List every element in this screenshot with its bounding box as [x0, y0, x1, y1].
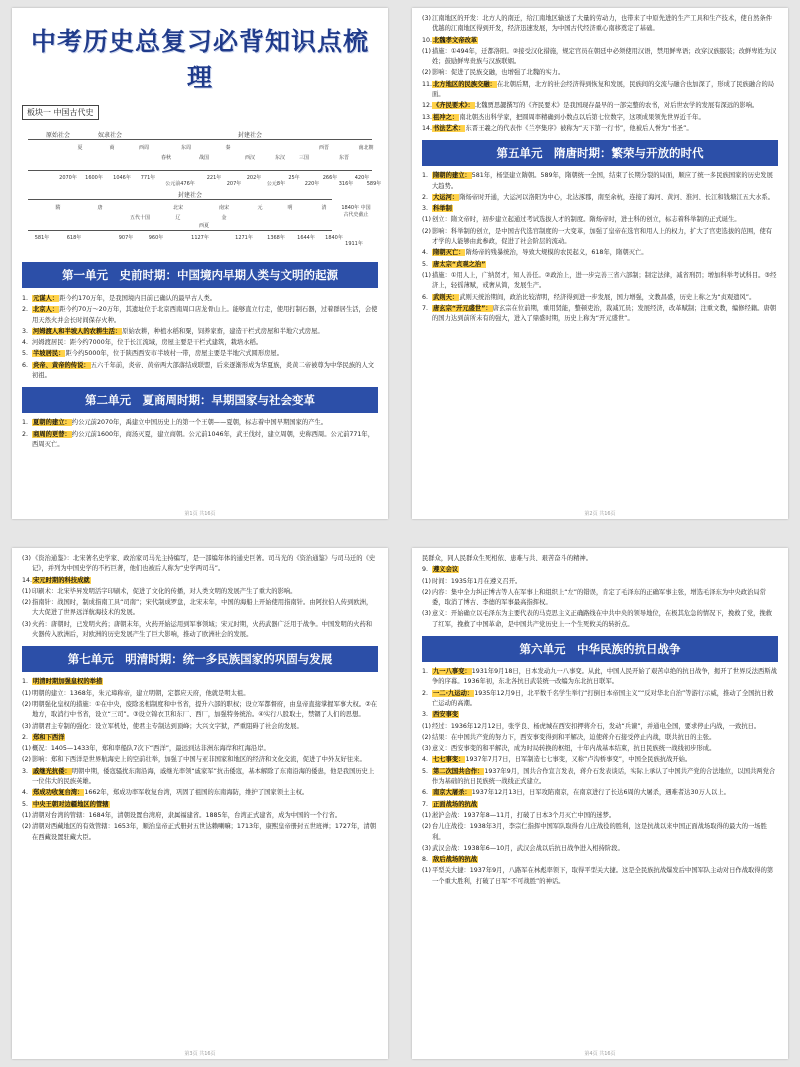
dynasty-label: 东晋: [338, 155, 350, 161]
item-number: 3.: [422, 711, 429, 719]
dynasty-label: 明: [287, 205, 293, 211]
list-item: [422, 215, 778, 225]
item-text: 清朝君主专制的强化：设立军机处，使君主专制达到顶峰；大兴文字狱，严重阻碍了社会的发展。: [32, 722, 303, 730]
item-text: 明朝强化皇权的措施：①在中央，废除丞相制度和中书省，提升六部的职权；设立军都督府，由皇帝直接掌握军事大权。②在地方，取消行中书省，设立“三司”。③设立锦衣卫和东厂、西厂，加强特务统治。④实行八股取士，禁锢了人们的思想。: [32, 700, 378, 719]
dynasty-label: 辽: [175, 215, 181, 221]
list-item: [422, 204, 778, 214]
list-item: [22, 722, 378, 732]
timeline-bottom: [28, 190, 372, 250]
year-label: 1127年: [191, 235, 209, 241]
item-number: 14.: [422, 124, 433, 132]
list-item: [22, 327, 378, 337]
era-label: 封建社会: [238, 132, 263, 139]
list-item: [22, 677, 378, 687]
list-item: [422, 554, 778, 564]
item-keyword: 河姆渡人和半坡人的农耕生活：: [33, 327, 122, 335]
item-text: 1662年，郑成功率军收复台湾，巩固了祖国的东南海防，维护了国家领土主权。: [84, 789, 309, 797]
year-label: 1840年: [325, 235, 343, 241]
dynasty-label: 秦: [225, 145, 231, 151]
list-item: [422, 271, 778, 292]
item-text: 意义：西安事变的和平解决，成为时局转换的枢纽，十年内战基本结束，抗日民族统一战线初步形成。: [432, 745, 716, 753]
list-item: [22, 788, 378, 798]
item-text: 河姆渡居民：距今约7000年，位于长江流域，房屋主要是干栏式建筑，栽培水稻。: [32, 339, 263, 347]
year-label: 1046年: [113, 175, 131, 181]
item-text: 1931年9月18日，日本发动九一八事变。从此，中国人民开始了艰苦卓绝的抗日战争，揭开了世界反法西斯战争的序幕。1936年初，东北各抗日武装统一改编为东北抗日联军。: [432, 668, 777, 686]
list-item: [22, 689, 378, 699]
item-keyword: 元谋人：: [33, 295, 59, 302]
item-keyword: 一二·九运动：: [433, 689, 474, 697]
list-item: [22, 822, 378, 843]
item-keyword: 郑成功收复台湾：: [33, 789, 84, 797]
dynasty-label: 唐: [97, 205, 103, 211]
list-item: [422, 577, 778, 587]
page-4-top-list: [422, 554, 778, 630]
unit-7-list: [22, 677, 378, 842]
item-text: 影响：郑和下西洋是世界航海史上的空前壮举，加强了中国与亚非国家和地区的经济和文化交流，促进了中外友好往来。: [32, 756, 366, 764]
item-number: 8.: [422, 856, 429, 864]
item-number: 4.: [22, 789, 29, 797]
list-item: [22, 294, 378, 304]
list-item: [422, 68, 778, 78]
item-keyword: 明清时期加强皇权的举措: [33, 678, 103, 686]
item-keyword: 敌后战场的抗战: [433, 856, 478, 864]
item-number: 2.: [22, 306, 29, 314]
list-item: [422, 866, 778, 887]
item-number: (1): [422, 577, 431, 585]
item-text: 民群众，同人民群众生死相依、患难与共、艰苦奋斗的精神。: [422, 555, 593, 562]
item-text: 影响：促进了民族交融，也增强了北魏的实力。: [432, 69, 565, 77]
list-item: [422, 101, 778, 111]
list-item: [22, 338, 378, 348]
item-number: (3): [422, 844, 431, 852]
list-item: [22, 305, 378, 326]
list-item: [22, 349, 378, 359]
list-item: [422, 260, 778, 270]
item-keyword: 书法艺术：: [433, 124, 465, 132]
item-keyword: 南京大屠杀：: [433, 789, 471, 797]
item-text: 概况：1405—1433年，郑和率船队7次下“西洋”，最远到达非洲东海岸和红海沿岸。: [32, 745, 270, 753]
item-number: 3.: [22, 767, 29, 775]
item-keyword: 《齐民要术》：: [433, 102, 474, 110]
year-label: 202年: [246, 175, 262, 181]
unit-6-list: [422, 667, 778, 887]
list-item: [22, 587, 378, 597]
dynasty-label: 西晋: [318, 145, 330, 151]
item-text: 明朝的建立：1368年，朱元璋称帝，建立明朝，定都应天府，他就是明太祖。: [32, 689, 250, 697]
item-text: 581年，杨坚建立隋朝。589年，隋朝统一全国，结束了长期分裂的局面，顺应了统一多民族国家的历史发展大趋势。: [432, 172, 773, 190]
item-text: 1937年9月，国共合作宣言发表，蒋介石发表谈话，实际上承认了中国共产党的合法地位，以国共两党合作为基础的抗日民族统一战线正式建立。: [432, 767, 776, 786]
item-number: (3): [422, 610, 431, 618]
item-number: 6.: [422, 293, 429, 301]
item-text: 距今约5000年，位于陕西西安市半坡村一带，房屋主要是半地穴式圆形房屋。: [65, 350, 284, 358]
item-number: (2): [422, 69, 431, 77]
item-keyword: 西安事变: [433, 711, 459, 719]
dynasty-label: 三国: [298, 155, 310, 161]
item-number: (3): [422, 15, 431, 22]
item-number: 13.: [422, 113, 433, 121]
item-number: 6.: [422, 789, 429, 797]
page-4: [412, 548, 788, 1059]
list-item: [422, 667, 778, 688]
year-label: 1600年: [85, 175, 103, 181]
item-keyword: 武则天：: [433, 293, 459, 301]
list-item: [22, 733, 378, 743]
item-keyword: 科举制: [433, 205, 452, 213]
year-label: 581年: [34, 235, 50, 241]
year-label: 589年: [366, 181, 382, 187]
item-number: 6.: [22, 361, 29, 369]
item-number: 7.: [422, 304, 429, 312]
item-number: 2.: [422, 193, 429, 201]
item-number: (2): [422, 823, 431, 831]
item-number: 3.: [22, 327, 29, 335]
item-number: (1): [22, 587, 31, 595]
item-number: (2): [422, 588, 431, 596]
item-keyword: 戚继光抗倭：: [33, 767, 71, 775]
year-label: 771年: [140, 175, 156, 181]
unit-1-list: [22, 294, 378, 381]
dynasty-label: 元: [257, 205, 263, 211]
list-item: [422, 248, 778, 258]
item-text: 隋炀帝的残暴统治，导致大规模的农民起义，618年，隋朝灭亡。: [465, 249, 648, 257]
list-item: [22, 361, 378, 382]
era-label: 封建社会: [178, 192, 203, 199]
item-text: 1937年7月7日，日军制造七七事变，又称“卢沟桥事变”，中国全民族抗战开始。: [465, 756, 692, 764]
year-label: 907年: [118, 235, 134, 241]
item-number: 14.: [22, 576, 33, 584]
year-label: 316年: [338, 181, 354, 187]
item-keyword: 唐太宗“贞观之治”: [433, 260, 486, 268]
list-item: [422, 171, 778, 192]
item-text: 武则天统治期间，政治比较清明，经济得到进一步发展，国力增强，文教昌盛，历史上称之为“贞观遗风”。: [459, 293, 756, 301]
year-label: 25年: [288, 175, 300, 181]
list-item: [422, 689, 778, 710]
item-keyword: 半坡居民：: [33, 350, 65, 358]
list-item: [22, 598, 378, 619]
list-item: [22, 767, 378, 788]
timeline-top: [28, 130, 382, 187]
page-2: [412, 8, 788, 519]
item-number: 10.: [422, 36, 433, 44]
dynasty-label: 西夏: [198, 223, 210, 229]
item-text: 内容：集中全力纠正博古等人在军事上和组织上“左”的错误，肯定了毛泽东的正确军事主张，增选毛泽东为中央政治局常委，取消了博古、李德的军事最高指挥权。: [432, 588, 766, 607]
item-text: 时间：1935年1月在遵义召开。: [432, 577, 522, 585]
page-footer: 第4页 共16页: [584, 1051, 616, 1057]
item-text: 台儿庄战役：1938年3月，李宗仁指挥中国军队取得台儿庄战役的胜利，这是抗战以来中国正面战场取得的最大的一场胜利。: [432, 823, 767, 841]
item-number: 1.: [22, 295, 29, 302]
item-keyword: 郑和下西洋: [33, 733, 65, 741]
item-text: 五六千年前，炎帝、黄帝两大部落结成联盟，后来逐渐形成为华夏族，炎黄二帝被尊为中华民族的人文初祖。: [32, 361, 375, 380]
item-keyword: 北方地区的民族交融：: [433, 80, 496, 88]
list-item: [422, 733, 778, 743]
year-label: 420年: [354, 175, 370, 181]
era-label: 奴隶社会: [98, 132, 123, 139]
item-keyword: 中央王朝对边疆地区的管辖: [33, 800, 109, 808]
year-label: 1271年: [235, 235, 253, 241]
item-keyword: 炎帝、黄帝的传说：: [33, 361, 90, 369]
item-text: 唐玄宗在位前期，重用贤能，整顿吏治，裁减冗员；发展经济，改革赋制；注重文教，编修经籍。唐朝的国力达到前所未有的强大，进入了鼎盛时期，历史上称为“开元盛世”。: [432, 304, 777, 323]
item-number: (1): [422, 811, 431, 819]
item-number: (3): [22, 620, 31, 628]
item-number: (2): [22, 756, 31, 764]
item-number: (1): [22, 689, 31, 697]
item-text: 火药：唐朝时，已发明火药；唐朝末年，火药开始运用到军事领域；宋元时期，火药武器广泛用于战争。中国发明的火药和火器传入欧洲后，对欧洲的历史发展产生了巨大影响，推动了欧洲社会的发展。: [32, 620, 373, 639]
list-item: [422, 113, 778, 123]
year-label: 266年: [322, 175, 338, 181]
year-label: 1368年: [267, 235, 285, 241]
year-label: 960年: [148, 235, 164, 241]
item-text: 明朝中期，倭寇骚扰东南沿海，戚继光率领“戚家军”抗击倭寇，基本解除了东南沿海的倭患，他是我国历史上一位伟大的民族英雄。: [32, 767, 375, 786]
list-item: [22, 744, 378, 754]
item-number: 1.: [422, 172, 429, 180]
item-number: 11.: [422, 80, 433, 88]
item-keyword: 大运河：: [433, 193, 459, 201]
page-footer: 第1页 共16页: [184, 511, 216, 517]
list-item: [22, 620, 378, 641]
list-item: [422, 855, 778, 865]
list-item: [22, 430, 378, 451]
item-number: 5.: [422, 767, 429, 775]
item-number: 1.: [22, 419, 29, 427]
list-item: [422, 36, 778, 46]
item-number: 9.: [422, 566, 429, 574]
item-keyword: 七七事变：: [433, 756, 465, 764]
list-item: [422, 124, 778, 134]
list-item: [422, 811, 778, 821]
item-text: 《资治通鉴》：北宋著名史学家、政治家司马光主持编写，是一部编年体的通史巨著。司马光的《资治通鉴》与司马迁的《史记》，并列为中国史学的不朽巨著，他们也被后人称为“史学两司马”。: [32, 555, 376, 573]
item-number: (3): [422, 745, 431, 753]
item-text: 清朝对台湾的管辖：1684年，清朝设置台湾府，隶属福建省。1885年，台湾正式建省，成为中国的一个行省。: [32, 811, 342, 819]
item-number: 12.: [422, 102, 433, 110]
page-3-top-list: [22, 554, 378, 640]
item-number: 2.: [22, 733, 29, 741]
item-number: (2): [22, 599, 31, 607]
item-number: (3): [22, 555, 31, 562]
page-3: [12, 548, 388, 1059]
item-text: 距今约70万～20万年，其遗址位于北京西南周口店龙骨山上。能够直立行走，使用打制石器，过着群居生活，会使用天然火并会长时间保存火种。: [32, 306, 378, 324]
item-number: (1): [22, 745, 31, 753]
item-keyword: 宋元时期的科技成就: [33, 576, 90, 584]
dynasty-label: 隋: [55, 205, 61, 211]
item-number: (1): [422, 271, 431, 279]
item-number: (2): [422, 227, 431, 235]
list-item: [422, 193, 778, 203]
item-number: 5.: [22, 350, 29, 358]
item-number: (1): [422, 47, 431, 55]
item-number: (1): [422, 216, 431, 224]
item-text: 影响：科举制的创立，是中国古代选官制度的一大变革，加强了皇帝在选官和用人上的权力，扩大了官吏选拔的范围，使有才学的人能够由此参政，促进了社会阶层的流动。: [432, 227, 773, 246]
item-number: 5.: [422, 260, 429, 268]
module-label: 板块一 中国古代史: [22, 105, 99, 120]
item-keyword: 第二次国共合作：: [433, 767, 484, 775]
item-keyword: 正面战场的抗战: [433, 800, 478, 808]
item-text: 江南地区的开发：北方人的南迁，给江南地区输送了大量的劳动力，也带来了中原先进的生产工具和生产技术，使自然条件优越的江南地区得到开发，经济迅速发展，为中国古代经济重心南移奠定了基础。: [432, 15, 773, 33]
item-text: 措施：①494年，迁都洛阳。②接受汉化措施，规定官员在朝廷中必须使用汉语，禁用鲜卑语；改穿汉族服装；改鲜卑姓为汉姓；鼓励鲜卑贵族与汉族联姻。: [432, 47, 777, 66]
year-label: 221年: [206, 175, 222, 181]
year-label: 618年: [66, 235, 82, 241]
item-keyword: 祖冲之：: [433, 113, 459, 121]
item-text: 淞沪会战：1937年8—11月，打破了日本3个月灭亡中国的迷梦。: [432, 811, 616, 819]
dynasty-label: 南北朝: [358, 145, 374, 151]
item-number: (1): [422, 867, 431, 875]
list-item: [422, 609, 778, 630]
year-label: 1911年: [345, 241, 363, 247]
list-item: [422, 722, 778, 732]
dynasty-label: 五代十国: [129, 215, 151, 221]
page-footer: 第3页 共16页: [184, 1051, 216, 1057]
year-label: 207年: [226, 181, 242, 187]
year-label: 2070年: [59, 175, 77, 181]
item-number: 1.: [422, 668, 429, 676]
dynasty-label: 商: [109, 145, 115, 151]
item-text: 约公元前1600年，商汤灭夏，建立商朝。公元前1046年，武王伐纣，建立周朝，史称西周。公元前771年，西周灭亡。: [32, 430, 375, 448]
item-text: 清朝对西藏地区的有效管辖：1653年，顺治皇帝正式册封五世达赖喇嘛；1713年，康熙皇帝册封五世班禅；1727年，清朝在西藏设置驻藏大臣。: [32, 823, 377, 841]
item-keyword: 遵义会议: [433, 566, 459, 574]
dynasty-label: 清: [321, 205, 327, 211]
item-keyword: 商周的更替：: [33, 430, 71, 438]
list-item: [422, 788, 778, 798]
page-2-top-list: [422, 14, 778, 134]
item-text: 意义：开始确立以毛泽东为主要代表的马克思主义正确路线在中共中央的领导地位，在极其危急的情况下，挽救了党，挽救了红军，挽救了中国革命，是中国共产党历史上一个生死攸关的转折点。: [432, 610, 773, 628]
list-item: [22, 418, 378, 428]
list-item: [22, 800, 378, 810]
list-item: [422, 80, 778, 101]
item-number: (1): [422, 722, 431, 730]
item-keyword: 北魏孝文帝改革: [433, 36, 478, 44]
item-text: 指南针：战国时，制成指南工具“司南”；宋代制成罗盘，北宋末年，中国的海船上开始使用指南针。由阿拉伯人传到欧洲，大大促进了世界远洋航海技术的发展。: [32, 599, 373, 617]
dynasty-label: 西汉: [244, 155, 256, 161]
dynasty-label: 夏: [77, 145, 83, 151]
item-text: 北魏贾思勰撰写的《齐民要术》是我国现存最早的一部完整的农书，对后世农学的发展有深远的影响。: [474, 102, 759, 110]
unit-2-list: [22, 418, 378, 450]
era-label: 原始社会: [46, 132, 71, 139]
item-text: 武汉会战：1938年6—10月，武汉会战以后抗日战争进入相持阶段。: [432, 844, 624, 852]
unit-2-title: 第二单元 夏商周时期：早期国家与社会变革: [22, 387, 378, 413]
timeline-note: 1840年 中国古代史截止: [341, 205, 371, 218]
list-item: [422, 588, 778, 609]
item-text: 隋炀帝时开通，大运河以洛阳为中心，北达涿郡，南至余杭，连接了海河、黄河、淮河、长江和钱塘江五大水系。: [459, 193, 775, 201]
unit-1-title: 第一单元 史前时期：中国境内早期人类与文明的起源: [22, 262, 378, 288]
list-item: [422, 844, 778, 854]
item-text: 经过：1936年12月12日，张学良、杨虎城在西安扣押蒋介石，发动“兵谏”，并通电全国，要求停止内战，一致抗日。: [432, 722, 761, 730]
list-item: [422, 744, 778, 754]
dynasty-label: 西周: [138, 145, 150, 151]
item-text: 约公元前2070年，禹建立中国历史上的第一个王朝——夏朝，标志着中国早期国家的产生。: [71, 419, 328, 427]
item-number: 7.: [422, 800, 429, 808]
list-item: [22, 755, 378, 765]
year-label: 220年: [304, 181, 320, 187]
unit-7-title: 第七单元 明清时期：统一多民族国家的巩固与发展: [22, 646, 378, 672]
list-item: [422, 227, 778, 248]
list-item: [422, 293, 778, 303]
list-item: [422, 565, 778, 575]
item-number: 2.: [22, 430, 29, 438]
item-text: 措施：①用人上，广纳贤才，知人善任。②政治上，进一步完善三省六部制；制定法律，减省刑罚；增加科举考试科目。③经济上，轻徭薄赋，戒奢从简，发展生产。: [432, 271, 777, 290]
item-text: 印刷术：北宋毕昇发明活字印刷术，促进了文化的传播，对人类文明的发展产生了重大的影响。: [32, 587, 297, 595]
item-keyword: 隋朝灭亡：: [433, 249, 465, 257]
timeline: [22, 124, 382, 254]
dynasty-label: 春秋: [160, 155, 172, 161]
item-number: (3): [22, 722, 31, 730]
item-text: 原始农耕，种植水稻和粟，饲养家畜，建造干栏式房屋和半地穴式房屋。: [122, 327, 324, 335]
dynasty-label: 东周: [180, 145, 192, 151]
item-number: (1): [22, 811, 31, 819]
list-item: [422, 47, 778, 68]
item-number: 2.: [422, 689, 429, 697]
item-text: 在北朝后期，北方的社会经济得到恢复和发展，民族间的交流与融合也加深了，形成了民族融合的局面。: [432, 80, 775, 99]
dynasty-label: 金: [221, 215, 227, 221]
item-text: 距今约170万年，是我国境内目前已确认的最早古人类。: [59, 295, 217, 302]
item-number: (2): [22, 823, 31, 831]
page-1: [12, 8, 388, 519]
list-item: [422, 14, 778, 35]
list-item: [422, 755, 778, 765]
item-number: 5.: [22, 800, 29, 808]
unit-6-title: 第六单元 中华民族的抗日战争: [422, 636, 778, 662]
year-label: 1644年: [297, 235, 315, 241]
list-item: [422, 767, 778, 788]
item-number: 4.: [22, 339, 29, 347]
list-item: [22, 554, 378, 575]
item-number: 4.: [422, 249, 429, 257]
page-footer: 第2页 共16页: [584, 511, 616, 517]
list-item: [422, 822, 778, 843]
list-item: [22, 576, 378, 586]
list-item: [422, 800, 778, 810]
item-text: 东晋王羲之的代表作《兰亭集序》被称为“天下第一行书”，他被后人誉为“书圣”。: [465, 124, 693, 132]
item-keyword: 北京人：: [33, 306, 59, 314]
year-label: 公元前476年: [165, 181, 195, 187]
item-keyword: 隋朝的建立：: [433, 172, 471, 180]
item-number: 4.: [422, 756, 429, 764]
item-number: 3.: [422, 205, 429, 213]
unit-5-title: 第五单元 隋唐时期：繁荣与开放的时代: [422, 140, 778, 166]
item-text: 南北朝杰出科学家，把圆周率精确到小数点以后第七位数字，这项成果领先世界近千年。: [459, 113, 705, 121]
list-item: [422, 304, 778, 325]
item-number: 1.: [22, 678, 29, 686]
list-item: [422, 710, 778, 720]
unit-5-list: [422, 171, 778, 324]
item-keyword: 唐玄宗“开元盛世”：: [433, 304, 492, 312]
list-item: [22, 811, 378, 821]
item-text: 结果：在中国共产党的努力下，西安事变得到和平解决，迫使蒋介石接受停止内战，联共抗日的主张。: [432, 733, 716, 741]
item-keyword: 九一八事变：: [433, 668, 471, 676]
dynasty-label: 东汉: [274, 155, 286, 161]
item-number: (2): [22, 700, 31, 708]
dynasty-label: 战国: [198, 155, 210, 161]
year-label: 公元8年: [266, 181, 286, 187]
item-text: 1935年12月9日，北平数千名学生举行“打倒日本帝国主义”“反对华北自治”等游行示威，推动了全国抗日救亡运动的高潮。: [432, 689, 774, 707]
item-keyword: 夏朝的建立：: [33, 419, 71, 427]
dynasty-label: 北宋: [172, 205, 184, 211]
item-text: 创立：隋文帝时，初步建立起通过考试选拔人才的制度。隋炀帝时，进士科的创立，标志着科举制的正式诞生。: [432, 216, 741, 224]
main-title: 中考历史总复习必背知识点梳理: [30, 27, 369, 92]
item-text: 平型关大捷：1937年9月，八路军在林彪率领下，取得平型关大捷。这是全民族抗战爆发后中国军队主动对日作战取得的第一个重大胜利，打破了日军“不可战胜”的神话。: [432, 867, 774, 885]
item-number: (2): [422, 733, 431, 741]
list-item: [22, 700, 378, 721]
item-text: 1937年12月13日，日军攻陷南京，在南京进行了长达6周的大屠杀，遇难者达30万人以上。: [471, 789, 730, 797]
dynasty-label: 南宋: [218, 205, 230, 211]
